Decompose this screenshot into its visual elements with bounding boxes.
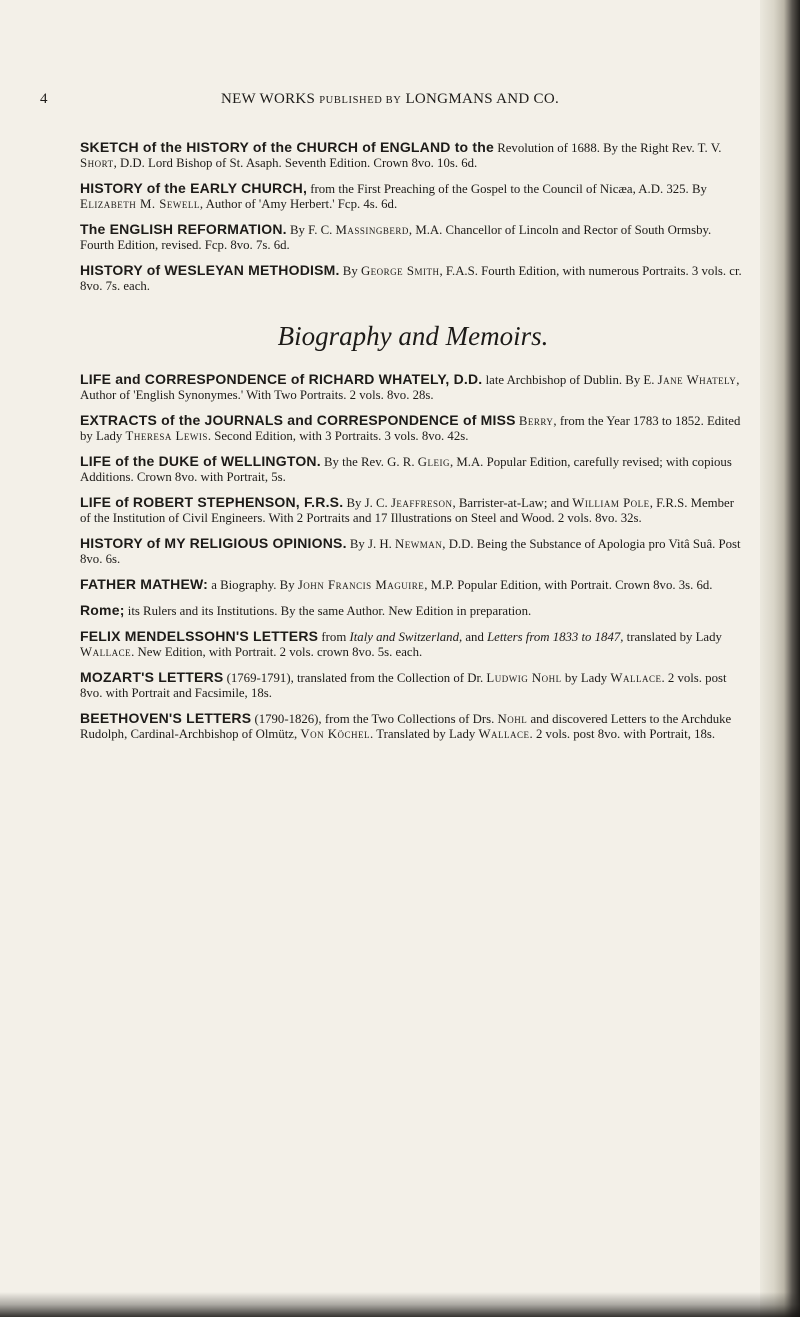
entry-translator: Wallace xyxy=(80,645,132,659)
entry-author: Ludwig Nohl xyxy=(486,671,562,685)
entry-title: Rome; xyxy=(80,602,125,618)
entry-title: HISTORY of the EARLY CHURCH, xyxy=(80,180,308,196)
entry-translator: Wallace xyxy=(610,671,662,685)
section-heading: Biography and Memoirs. xyxy=(277,321,549,351)
page-edge-shadow xyxy=(760,0,800,1317)
catalogue-entry: LIFE and CORRESPONDENCE of RICHARD WHATELY, D.D. late Archbishop of Dublin. By E. Jane Whately, Author of 'English Synonymes.' With Two Portraits. 2 vols. 8vo. 28s. xyxy=(80,371,740,402)
entry-author: Elizabeth M. Sewell xyxy=(80,197,200,211)
catalogue-entry: EXTRACTS of the JOURNALS and CORRESPONDENCE of MISS Berry, from the Year 1783 to 1852. Edited by Lady Theresa Lewis. Second Edition, with 3 Portraits. 3 vols. 8vo. 42s. xyxy=(80,412,741,443)
running-title: NEW WORKS PUBLISHED BY LONGMANS AND CO. xyxy=(220,91,560,107)
entry-translator: Wallace xyxy=(478,727,530,741)
entry-author: Newman xyxy=(395,537,443,551)
entry-author: Berry xyxy=(518,414,554,428)
running-header xyxy=(40,91,740,111)
entry-title: LIFE of the DUKE of WELLINGTON. xyxy=(80,453,321,469)
entry-editor: Theresa Lewis xyxy=(125,429,208,443)
entry-author: Short xyxy=(80,156,114,170)
entry-author: Jane Whately xyxy=(657,373,737,387)
catalogue-entry: HISTORY of MY RELIGIOUS OPINIONS. By J. H. Newman, D.D. Being the Substance of Apologia pro Vitâ Suâ. Post 8vo. 6s. xyxy=(80,535,741,566)
catalogue-entry: HISTORY of the EARLY CHURCH, from the First Preaching of the Gospel to the Council of Nicæa, A.D. 325. By Elizabeth M. Sewell, Author of 'Amy Herbert.' Fcp. 4s. 6d. xyxy=(80,180,707,211)
catalogue-entry: FATHER MATHEW: a Biography. By John Francis Maguire, M.P. Popular Edition, with Portrait. Crown 8vo. 3s. 6d. xyxy=(80,576,713,592)
entry-author: John Francis Maguire xyxy=(297,578,425,592)
entry-title: HISTORY of WESLEYAN METHODISM. xyxy=(80,262,340,278)
entry-coauthor: Von Köchel xyxy=(300,727,371,741)
entry-title: HISTORY of MY RELIGIOUS OPINIONS. xyxy=(80,535,347,551)
entry-author: George Smith xyxy=(360,264,440,278)
catalogue-entry: FELIX MENDELSSOHN'S LETTERS from Italy and Switzerland, and Letters from 1833 to 1847, translated by Lady Wallace. New Edition, with Portrait. 2 vols. crown 8vo. 5s. each. xyxy=(80,628,722,659)
entry-author: Gleig xyxy=(417,455,450,469)
page-bottom-shadow xyxy=(0,1292,800,1317)
catalogue-entry: Rome; its Rulers and its Institutions. By the same Author. New Edition in preparation. xyxy=(80,602,532,618)
entry-coauthor: William Pole xyxy=(572,496,650,510)
catalogue-entry: HISTORY of WESLEYAN METHODISM. By George Smith, F.A.S. Fourth Edition, with numerous Portraits. 3 vols. cr. 8vo. 7s. each. xyxy=(80,262,742,293)
entry-title: The ENGLISH REFORMATION. xyxy=(80,221,287,237)
catalogue-entry: SKETCH of the HISTORY of the CHURCH of ENGLAND to the Revolution of 1688. By the Right Rev. T. V. Short, D.D. Lord Bishop of St. Asaph. Seventh Edition. Crown 8vo. 10s. 6d. xyxy=(80,139,722,170)
page-number: 4 xyxy=(40,91,48,107)
catalogue-entry: MOZART'S LETTERS (1769-1791), translated from the Collection of Dr. Ludwig Nohl by Lady Wallace. 2 vols. post 8vo. with Portrait and Facsimile, 18s. xyxy=(80,669,727,700)
entry-title: LIFE and CORRESPONDENCE of RICHARD WHATELY, D.D. xyxy=(80,371,483,387)
catalogue-entry: BEETHOVEN'S LETTERS (1790-1826), from the Two Collections of Drs. Nohl and discovered Letters to the Archduke Rudolph, Cardinal-Archbishop of Olmütz, Von Köchel. Translated by Lady Wallace. 2 vols. post 8vo. with Portrait, 18s. xyxy=(80,710,732,741)
catalogue-entry: The ENGLISH REFORMATION. By F. C. Massingberd, M.A. Chancellor of Lincoln and Rector of South Ormsby. Fourth Edition, revised. Fcp. 8vo. 7s. 6d. xyxy=(80,221,712,252)
entry-title: LIFE of ROBERT STEPHENSON, F.R.S. xyxy=(80,494,344,510)
catalogue-entry: LIFE of ROBERT STEPHENSON, F.R.S. By J. C. Jeaffreson, Barrister-at-Law; and William Pole, F.R.S. Member of the Institution of Civil Engineers. With 2 Portraits and 17 Illustrations on Steel and Wood. 2 vols. 8vo. 32s. xyxy=(80,494,734,525)
catalogue-entry: LIFE of the DUKE of WELLINGTON. By the Rev. G. R. Gleig, M.A. Popular Edition, carefully revised; with copious Additions. Crown 8vo. with Portrait, 5s. xyxy=(80,453,732,484)
catalogue-body xyxy=(80,140,746,752)
entry-title: BEETHOVEN'S LETTERS xyxy=(80,710,252,726)
entry-author: Massingberd xyxy=(335,223,409,237)
entry-title: MOZART'S LETTERS xyxy=(80,669,224,685)
entry-author: Nohl xyxy=(497,712,528,726)
entry-title: FELIX MENDELSSOHN'S LETTERS xyxy=(80,628,319,644)
entry-author: Jeaffreson xyxy=(390,496,453,510)
entry-title: EXTRACTS of the JOURNALS and CORRESPONDENCE of MISS xyxy=(80,412,516,428)
entry-title: SKETCH of the HISTORY of the CHURCH of ENGLAND to the xyxy=(80,139,494,155)
entry-title: FATHER MATHEW: xyxy=(80,576,209,592)
